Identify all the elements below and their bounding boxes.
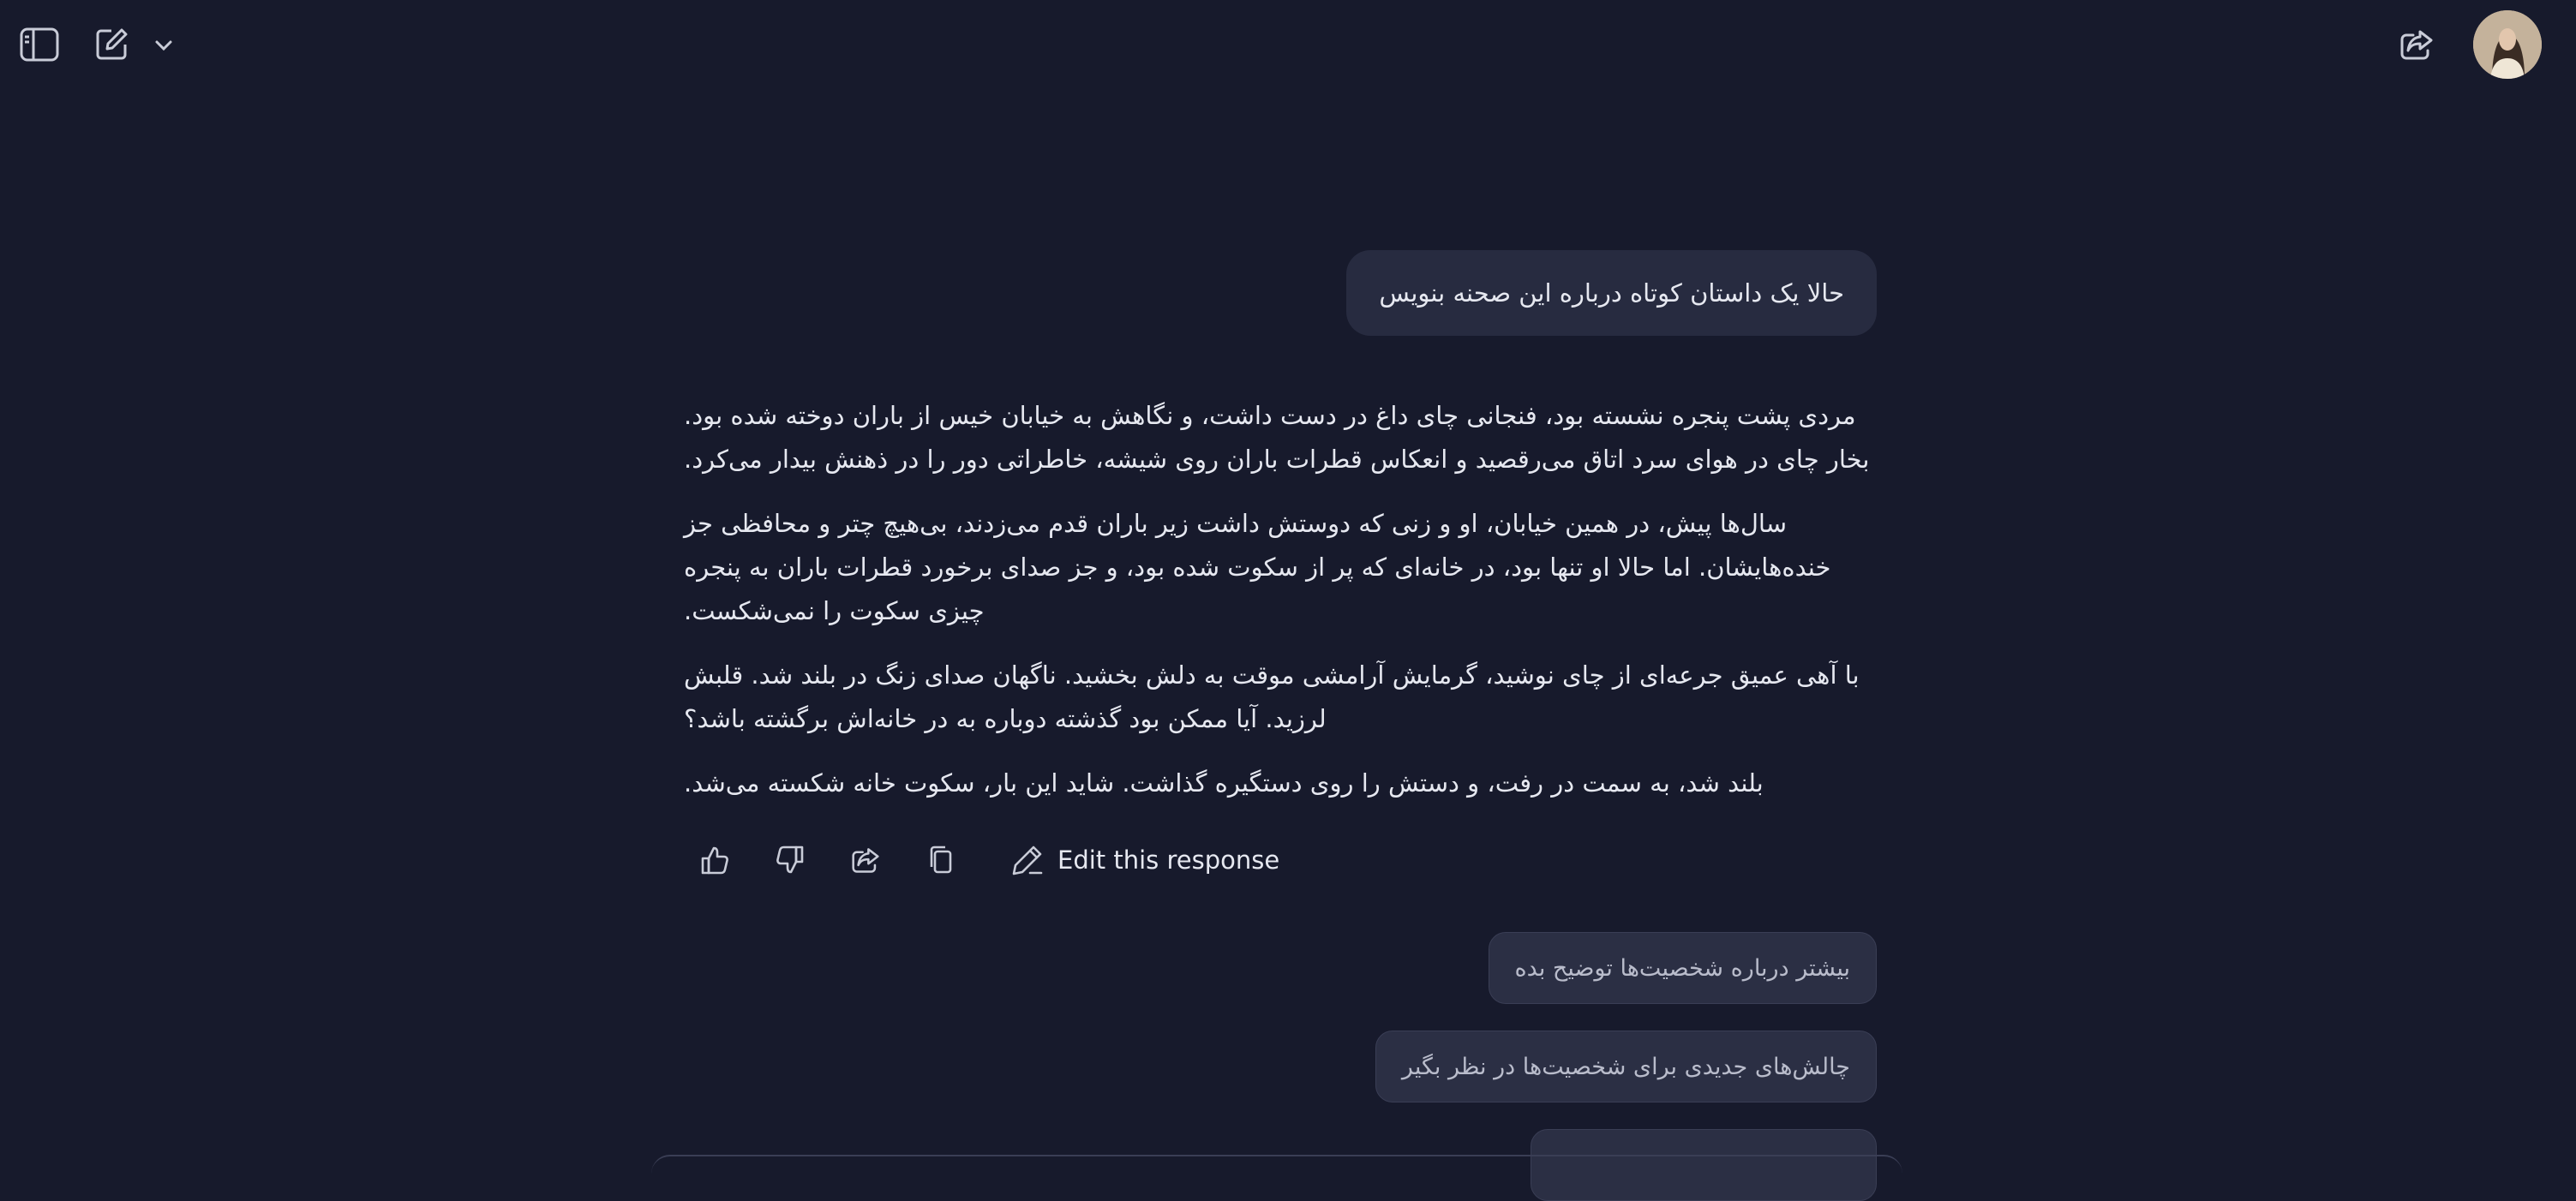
suggestion-chip[interactable]: بیشتر درباره شخصیت‌ها توضیح بده	[1489, 932, 1878, 1004]
message-composer[interactable]	[651, 1155, 1902, 1174]
response-paragraph: مردی پشت پنجره نشسته بود، فنجانی چای داغ در دست داشت، و نگاهش به خیابان خیس از باران دوخته شده بود. بخار چای در هوای سرد اتاق می‌رقصید و انعکاس قطرات باران روی شیشه، خاطراتی دور را در ذهنش بیدار می‌کرد.	[684, 401, 1870, 474]
suggestion-chip[interactable]: چالش‌های جدیدی برای شخصیت‌ها در نظر بگیر	[1375, 1031, 1877, 1102]
edit-pencil-icon	[1011, 845, 1044, 875]
response-paragraph: سال‌ها پیش، در همین خیابان، او و زنی که دوستش داشت زیر باران قدم می‌زدند، بی‌هیچ چتر و محافظی جز خنده‌هایشان. اما حالا او تنها بود، در خانه‌ای که پر از سکوت شده بود، و جز صدای برخورد قطرات باران به پنجره چیزی سکوت را نمی‌شکست.	[684, 509, 1831, 625]
chevron-down-icon	[154, 39, 173, 51]
user-message: حالا یک داستان کوتاه درباره این صحنه بنویس	[1346, 250, 1877, 336]
edit-response-button[interactable]	[1011, 845, 1279, 875]
avatar[interactable]	[2473, 10, 2542, 79]
response-paragraph: با آهی عمیق جرعه‌ای از چای نوشید، گرمایش آرامشی موقت به دلش بخشید. ناگهان صدای زنگ در بلند شد. قلبش لرزید. آیا ممکن بود گذشته دوباره به در خانه‌اش برگشته باشد؟	[684, 660, 1860, 733]
share-response-button[interactable]	[843, 838, 888, 882]
like-button[interactable]	[692, 838, 737, 882]
dislike-button[interactable]	[768, 838, 812, 882]
sidebar-toggle-button[interactable]	[19, 24, 60, 65]
assistant-response	[684, 394, 1877, 826]
new-chat-icon	[94, 27, 129, 62]
new-chat-button[interactable]	[91, 24, 132, 65]
response-actions	[684, 829, 1279, 891]
edit-response-label: Edit this response	[1057, 845, 1280, 875]
share-button[interactable]	[2396, 24, 2437, 65]
thumbs-up-icon	[701, 845, 728, 875]
top-bar	[0, 0, 2576, 89]
copy-icon	[929, 845, 953, 875]
share-icon	[2399, 28, 2434, 61]
sidebar-icon	[20, 27, 59, 62]
thumbs-down-icon	[776, 845, 804, 875]
model-dropdown-button[interactable]	[151, 33, 177, 58]
share-icon	[851, 846, 880, 874]
response-paragraph: بلند شد، به سمت در رفت، و دستش را روی دستگیره گذاشت. شاید این بار، سکوت خانه شکسته می‌شد.	[684, 768, 1764, 798]
copy-button[interactable]	[919, 838, 963, 882]
